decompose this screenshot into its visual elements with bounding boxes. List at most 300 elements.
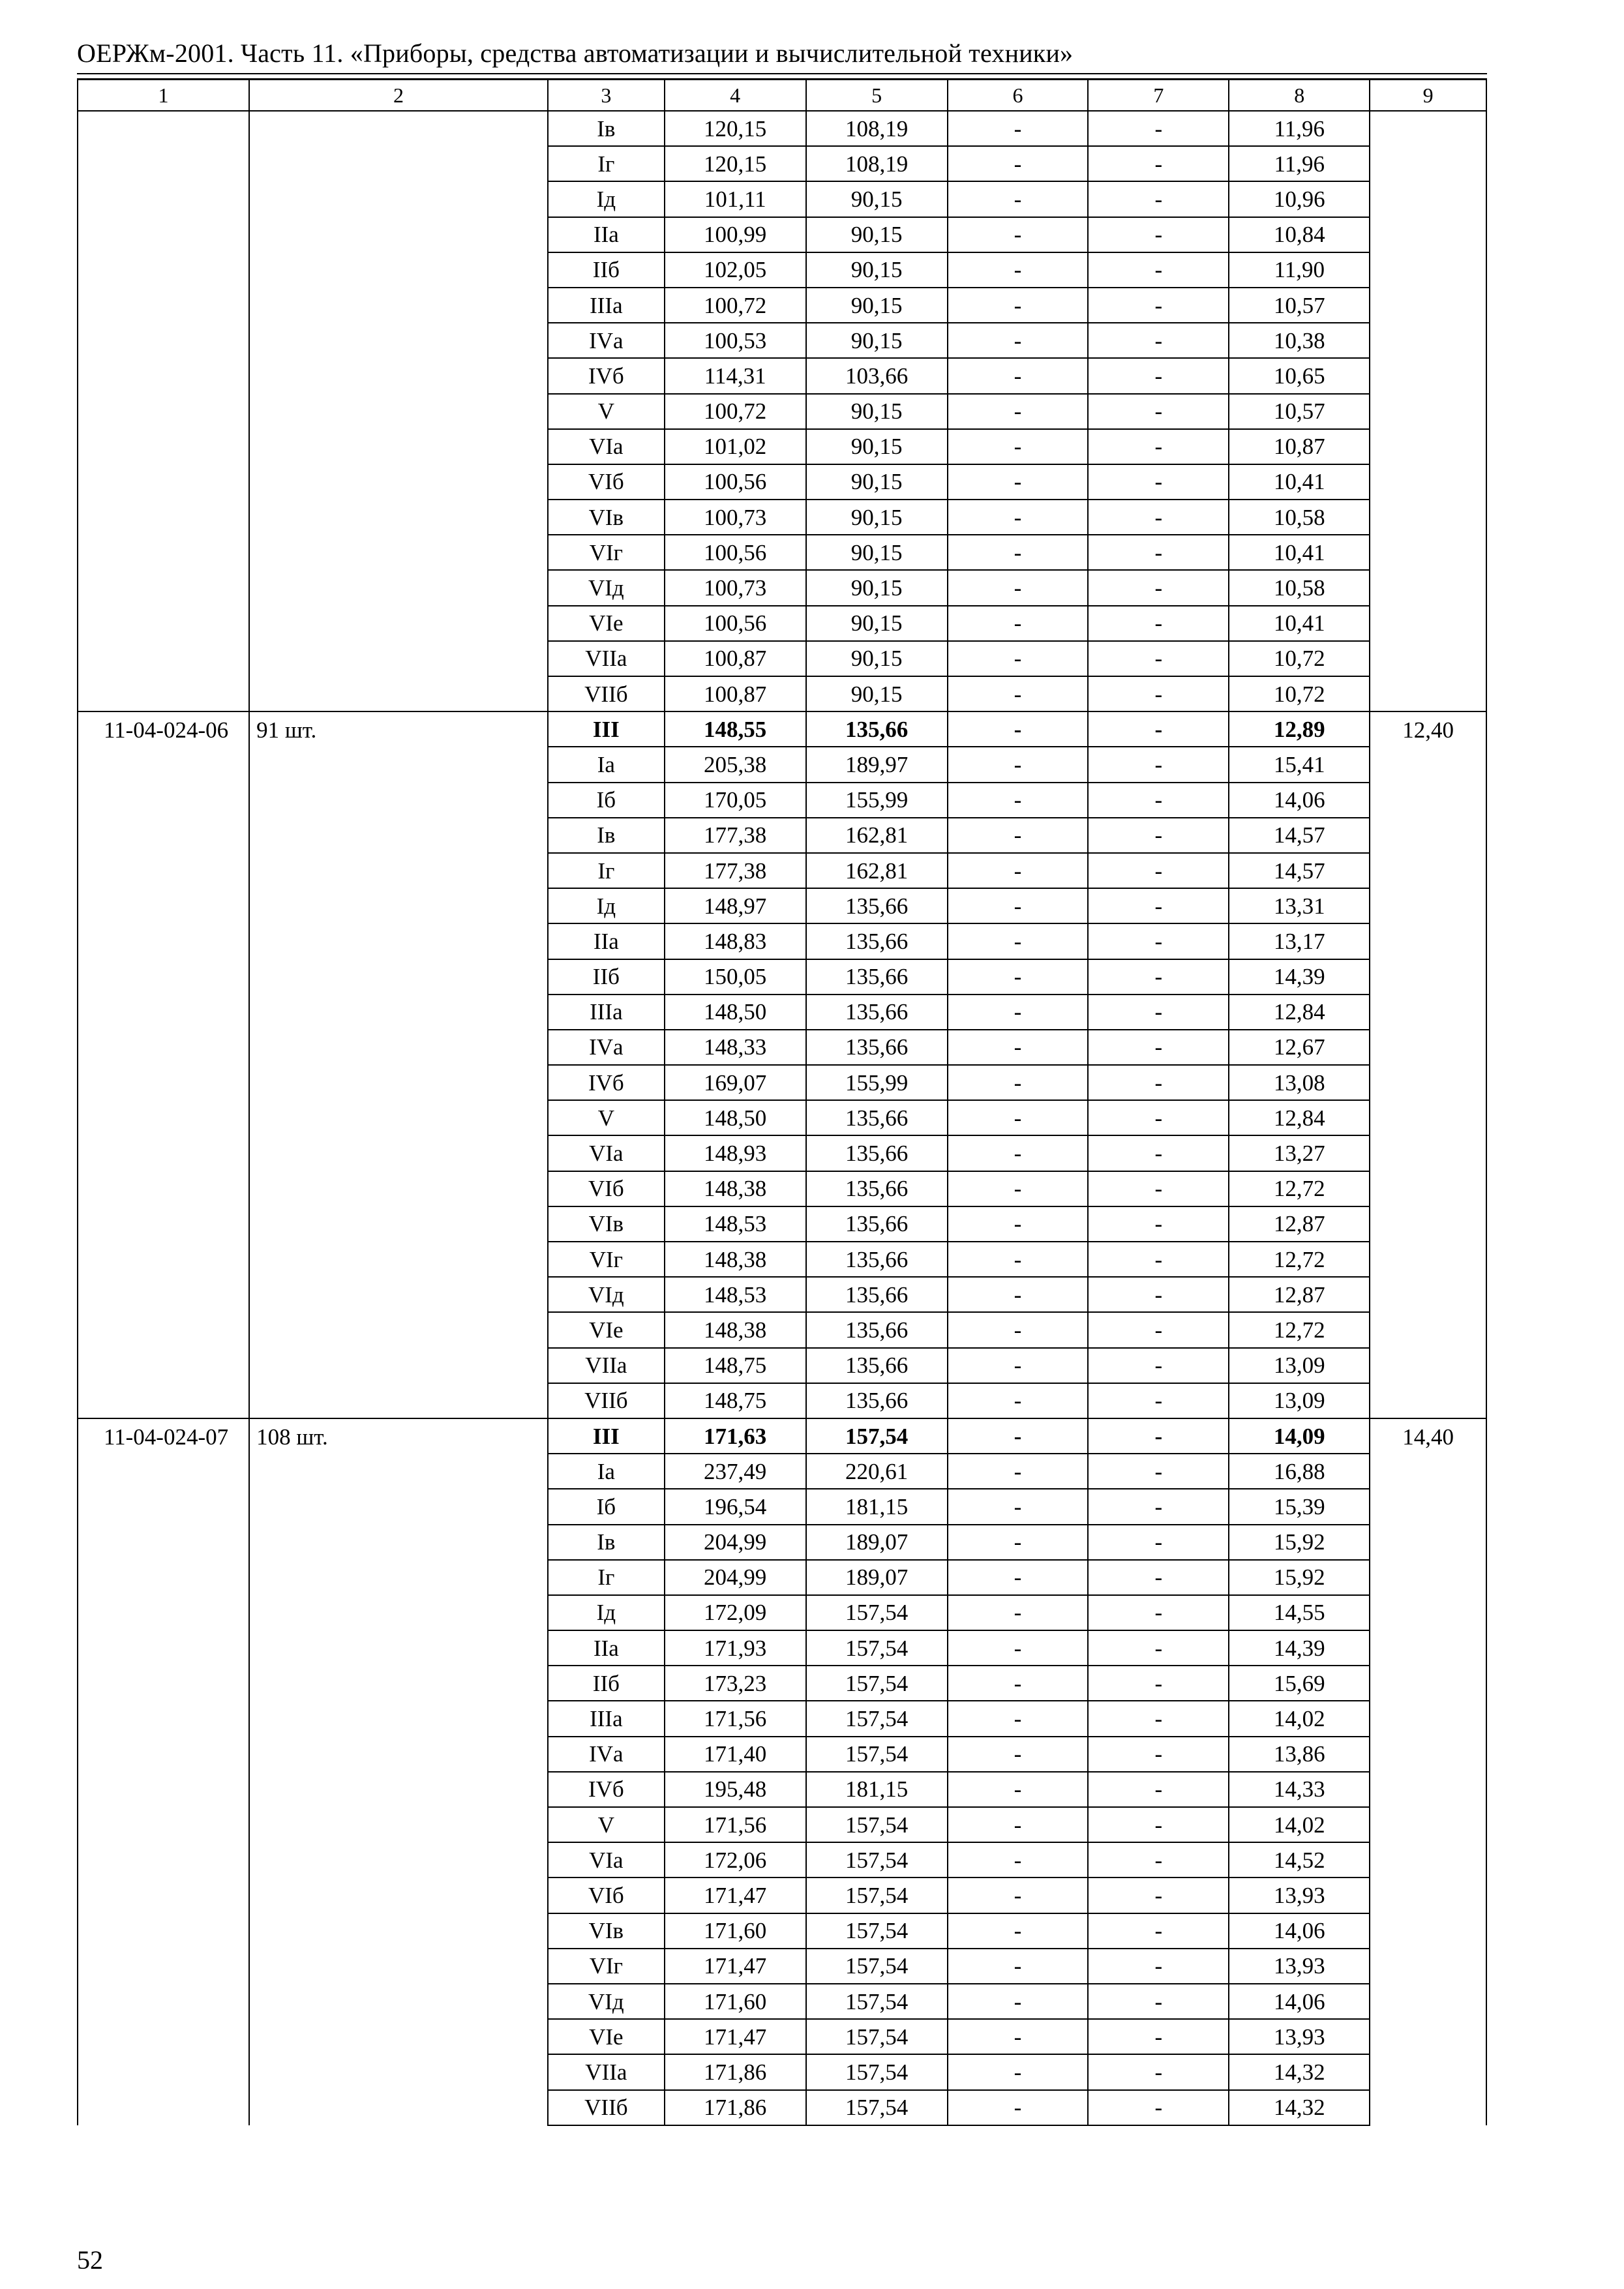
zone-cell: Iд [548, 1595, 665, 1630]
machinist-wage-cell: - [1088, 1206, 1229, 1242]
materials-cell: 14,57 [1229, 818, 1370, 853]
column-number: 1 [78, 80, 249, 112]
total-cost-cell: 204,99 [665, 1560, 806, 1595]
total-cost-cell: 148,75 [665, 1348, 806, 1383]
wage-cell: 181,15 [806, 1772, 948, 1807]
machine-cost-cell: - [948, 1913, 1089, 1949]
zone-cell: Iа [548, 747, 665, 782]
total-cost-cell: 114,31 [665, 358, 806, 393]
machine-cost-cell: - [948, 1454, 1089, 1489]
materials-cell: 14,39 [1229, 1630, 1370, 1666]
total-cost-cell: 172,06 [665, 1842, 806, 1878]
code-cell: 11-04-024-06 [78, 711, 249, 1418]
wage-cell: 157,54 [806, 1807, 948, 1842]
machine-cost-cell: - [948, 358, 1089, 393]
zone-cell: IVб [548, 358, 665, 393]
machine-cost-cell: - [948, 1525, 1089, 1560]
wage-cell: 135,66 [806, 711, 948, 747]
wage-cell: 157,54 [806, 1913, 948, 1949]
wage-cell: 90,15 [806, 181, 948, 217]
table-row [78, 1418, 1486, 1454]
materials-cell: 10,72 [1229, 641, 1370, 676]
column-number: 9 [1370, 80, 1486, 112]
machinist-wage-cell: - [1088, 853, 1229, 888]
total-cost-cell: 204,99 [665, 1525, 806, 1560]
machinist-wage-cell: - [1088, 1135, 1229, 1171]
machinist-wage-cell: - [1088, 535, 1229, 570]
machinist-wage-cell: - [1088, 711, 1229, 747]
machinist-wage-cell: - [1088, 288, 1229, 323]
machinist-wage-cell: - [1088, 783, 1229, 818]
total-cost-cell: 100,56 [665, 606, 806, 641]
materials-cell: 15,41 [1229, 747, 1370, 782]
machine-cost-cell: - [948, 1772, 1089, 1807]
zone-cell: VIв [548, 1206, 665, 1242]
zone-cell: VIг [548, 535, 665, 570]
materials-cell: 15,39 [1229, 1489, 1370, 1524]
materials-cell: 14,33 [1229, 1772, 1370, 1807]
zone-cell: Iг [548, 146, 665, 181]
total-cost-cell: 196,54 [665, 1489, 806, 1524]
wage-cell: 189,07 [806, 1560, 948, 1595]
materials-cell: 10,41 [1229, 535, 1370, 570]
machinist-wage-cell: - [1088, 606, 1229, 641]
wage-cell: 135,66 [806, 923, 948, 959]
total-cost-cell: 100,73 [665, 570, 806, 605]
total-cost-cell: 171,60 [665, 1984, 806, 2019]
machinist-wage-cell: - [1088, 252, 1229, 288]
machinist-wage-cell: - [1088, 1065, 1229, 1100]
wage-cell: 157,54 [806, 2090, 948, 2125]
total-cost-cell: 101,11 [665, 181, 806, 217]
machinist-wage-cell: - [1088, 1030, 1229, 1065]
wage-cell: 135,66 [806, 1383, 948, 1418]
wage-cell: 90,15 [806, 394, 948, 429]
zone-cell: IVб [548, 1065, 665, 1100]
materials-cell: 14,52 [1229, 1842, 1370, 1878]
total-cost-cell: 150,05 [665, 959, 806, 995]
materials-cell: 10,41 [1229, 464, 1370, 500]
wage-cell: 220,61 [806, 1454, 948, 1489]
machinist-wage-cell: - [1088, 1666, 1229, 1701]
machine-cost-cell: - [948, 923, 1089, 959]
unit-cell [249, 111, 548, 711]
materials-cell: 11,96 [1229, 111, 1370, 146]
machinist-wage-cell: - [1088, 1348, 1229, 1383]
machinist-wage-cell: - [1088, 1630, 1229, 1666]
zone-cell: Iв [548, 1525, 665, 1560]
total-cost-cell: 171,60 [665, 1913, 806, 1949]
zone-cell: Iг [548, 853, 665, 888]
wage-cell: 189,07 [806, 1525, 948, 1560]
zone-cell: VIе [548, 606, 665, 641]
wage-cell: 135,66 [806, 1312, 948, 1347]
materials-cell: 10,87 [1229, 429, 1370, 464]
machine-cost-cell: - [948, 1595, 1089, 1630]
zone-cell: VIе [548, 1312, 665, 1347]
machinist-wage-cell: - [1088, 1100, 1229, 1135]
machinist-wage-cell: - [1088, 570, 1229, 605]
column-number: 5 [806, 80, 948, 112]
machinist-wage-cell: - [1088, 959, 1229, 995]
machine-cost-cell: - [948, 1949, 1089, 1984]
zone-cell: V [548, 1807, 665, 1842]
machine-cost-cell: - [948, 606, 1089, 641]
total-cost-cell: 100,53 [665, 323, 806, 358]
machine-cost-cell: - [948, 1701, 1089, 1736]
machine-cost-cell: - [948, 2054, 1089, 2089]
machine-cost-cell: - [948, 1312, 1089, 1347]
materials-cell: 13,31 [1229, 888, 1370, 923]
total-cost-cell: 148,75 [665, 1383, 806, 1418]
total-cost-cell: 177,38 [665, 853, 806, 888]
wage-cell: 108,19 [806, 146, 948, 181]
total-cost-cell: 100,56 [665, 535, 806, 570]
machine-cost-cell: - [948, 1242, 1089, 1277]
wage-cell: 135,66 [806, 1171, 948, 1206]
wage-cell: 157,54 [806, 1595, 948, 1630]
wage-cell: 157,54 [806, 2019, 948, 2054]
materials-cell: 14,02 [1229, 1807, 1370, 1842]
header-rule [77, 73, 1487, 74]
machine-cost-cell: - [948, 535, 1089, 570]
wage-cell: 157,54 [806, 1418, 948, 1454]
zone-cell: VIIа [548, 641, 665, 676]
zone-cell: VIв [548, 1913, 665, 1949]
zone-cell: Iб [548, 1489, 665, 1524]
total-cost-cell: 171,47 [665, 1878, 806, 1913]
materials-cell: 13,86 [1229, 1737, 1370, 1772]
materials-cell: 12,67 [1229, 1030, 1370, 1065]
wage-cell: 108,19 [806, 111, 948, 146]
wage-cell: 90,15 [806, 252, 948, 288]
document-header-title: ОЕРЖм-2001. Часть 11. «Приборы, средства автоматизации и вычислительной техники» [77, 38, 1074, 68]
machine-cost-cell: - [948, 1737, 1089, 1772]
machine-cost-cell: - [948, 1206, 1089, 1242]
column-number: 6 [948, 80, 1089, 112]
wage-cell: 135,66 [806, 1348, 948, 1383]
labor-cost-cell: 14,40 [1370, 1418, 1486, 2125]
machinist-wage-cell: - [1088, 464, 1229, 500]
zone-cell: IIб [548, 252, 665, 288]
wage-cell: 135,66 [806, 888, 948, 923]
total-cost-cell: 171,86 [665, 2054, 806, 2089]
machine-cost-cell: - [948, 1630, 1089, 1666]
materials-cell: 14,09 [1229, 1418, 1370, 1454]
materials-cell: 12,72 [1229, 1242, 1370, 1277]
machine-cost-cell: - [948, 711, 1089, 747]
total-cost-cell: 148,33 [665, 1030, 806, 1065]
machinist-wage-cell: - [1088, 923, 1229, 959]
machinist-wage-cell: - [1088, 1807, 1229, 1842]
machinist-wage-cell: - [1088, 1560, 1229, 1595]
wage-cell: 157,54 [806, 1701, 948, 1736]
wage-cell: 157,54 [806, 1737, 948, 1772]
zone-cell: VIа [548, 1135, 665, 1171]
total-cost-cell: 177,38 [665, 818, 806, 853]
wage-cell: 90,15 [806, 429, 948, 464]
machinist-wage-cell: - [1088, 500, 1229, 535]
machine-cost-cell: - [948, 1348, 1089, 1383]
machine-cost-cell: - [948, 1984, 1089, 2019]
materials-cell: 12,84 [1229, 995, 1370, 1030]
materials-cell: 14,32 [1229, 2054, 1370, 2089]
machine-cost-cell: - [948, 1135, 1089, 1171]
wage-cell: 90,15 [806, 641, 948, 676]
materials-cell: 12,72 [1229, 1312, 1370, 1347]
materials-cell: 13,93 [1229, 1878, 1370, 1913]
materials-cell: 13,17 [1229, 923, 1370, 959]
machine-cost-cell: - [948, 1277, 1089, 1312]
column-number: 2 [249, 80, 548, 112]
materials-cell: 10,57 [1229, 394, 1370, 429]
zone-cell: VIе [548, 2019, 665, 2054]
table-row [78, 111, 1486, 146]
machinist-wage-cell: - [1088, 1913, 1229, 1949]
machine-cost-cell: - [948, 2090, 1089, 2125]
machinist-wage-cell: - [1088, 747, 1229, 782]
machinist-wage-cell: - [1088, 2090, 1229, 2125]
zone-cell: VIа [548, 1842, 665, 1878]
materials-cell: 14,39 [1229, 959, 1370, 995]
machine-cost-cell: - [948, 500, 1089, 535]
zone-cell: IVа [548, 323, 665, 358]
machinist-wage-cell: - [1088, 429, 1229, 464]
materials-cell: 12,84 [1229, 1100, 1370, 1135]
total-cost-cell: 100,73 [665, 500, 806, 535]
zone-cell: VIд [548, 1277, 665, 1312]
machine-cost-cell: - [948, 288, 1089, 323]
wage-cell: 90,15 [806, 217, 948, 252]
machine-cost-cell: - [948, 1489, 1089, 1524]
machine-cost-cell: - [948, 464, 1089, 500]
zone-cell: VIб [548, 1171, 665, 1206]
machinist-wage-cell: - [1088, 1242, 1229, 1277]
wage-cell: 90,15 [806, 500, 948, 535]
rates-table [77, 78, 1487, 2126]
code-cell: 11-04-024-07 [78, 1418, 249, 2125]
machinist-wage-cell: - [1088, 1595, 1229, 1630]
total-cost-cell: 100,87 [665, 641, 806, 676]
zone-cell: IIIа [548, 288, 665, 323]
total-cost-cell: 120,15 [665, 146, 806, 181]
zone-cell: VIг [548, 1242, 665, 1277]
wage-cell: 90,15 [806, 676, 948, 711]
machine-cost-cell: - [948, 1842, 1089, 1878]
machine-cost-cell: - [948, 641, 1089, 676]
machine-cost-cell: - [948, 783, 1089, 818]
wage-cell: 189,97 [806, 747, 948, 782]
total-cost-cell: 100,87 [665, 676, 806, 711]
machine-cost-cell: - [948, 1065, 1089, 1100]
wage-cell: 157,54 [806, 1984, 948, 2019]
table-body [78, 80, 1486, 2125]
machine-cost-cell: - [948, 1171, 1089, 1206]
zone-cell: VIIб [548, 676, 665, 711]
machinist-wage-cell: - [1088, 181, 1229, 217]
zone-cell: VIа [548, 429, 665, 464]
wage-cell: 157,54 [806, 1842, 948, 1878]
zone-cell: VIг [548, 1949, 665, 1984]
materials-cell: 13,93 [1229, 1949, 1370, 1984]
machinist-wage-cell: - [1088, 1984, 1229, 2019]
zone-cell: Iв [548, 818, 665, 853]
materials-cell: 13,93 [1229, 2019, 1370, 2054]
zone-cell: IIIа [548, 995, 665, 1030]
machine-cost-cell: - [948, 747, 1089, 782]
total-cost-cell: 148,83 [665, 923, 806, 959]
machine-cost-cell: - [948, 995, 1089, 1030]
total-cost-cell: 100,56 [665, 464, 806, 500]
machinist-wage-cell: - [1088, 358, 1229, 393]
zone-cell: Iд [548, 181, 665, 217]
wage-cell: 90,15 [806, 288, 948, 323]
total-cost-cell: 148,53 [665, 1206, 806, 1242]
zone-cell: IVа [548, 1737, 665, 1772]
total-cost-cell: 205,38 [665, 747, 806, 782]
zone-cell: VIIа [548, 1348, 665, 1383]
machinist-wage-cell: - [1088, 1171, 1229, 1206]
zone-cell: IIа [548, 217, 665, 252]
total-cost-cell: 173,23 [665, 1666, 806, 1701]
machinist-wage-cell: - [1088, 1949, 1229, 1984]
materials-cell: 10,84 [1229, 217, 1370, 252]
unit-cell: 91 шт. [249, 711, 548, 1418]
column-number: 7 [1088, 80, 1229, 112]
machinist-wage-cell: - [1088, 323, 1229, 358]
total-cost-cell: 102,05 [665, 252, 806, 288]
materials-cell: 14,06 [1229, 1984, 1370, 2019]
zone-cell: Iа [548, 1454, 665, 1489]
machine-cost-cell: - [948, 2019, 1089, 2054]
materials-cell: 10,38 [1229, 323, 1370, 358]
machinist-wage-cell: - [1088, 1312, 1229, 1347]
zone-cell: Iд [548, 888, 665, 923]
column-number: 3 [548, 80, 665, 112]
materials-cell: 14,32 [1229, 2090, 1370, 2125]
zone-cell: IVа [548, 1030, 665, 1065]
unit-cell: 108 шт. [249, 1418, 548, 2125]
machinist-wage-cell: - [1088, 1842, 1229, 1878]
materials-cell: 13,27 [1229, 1135, 1370, 1171]
wage-cell: 90,15 [806, 323, 948, 358]
zone-cell: V [548, 394, 665, 429]
total-cost-cell: 237,49 [665, 1454, 806, 1489]
labor-cost-cell [1370, 111, 1486, 711]
total-cost-cell: 120,15 [665, 111, 806, 146]
total-cost-cell: 171,56 [665, 1701, 806, 1736]
zone-cell: IIб [548, 959, 665, 995]
total-cost-cell: 148,53 [665, 1277, 806, 1312]
machinist-wage-cell: - [1088, 2019, 1229, 2054]
labor-cost-cell: 12,40 [1370, 711, 1486, 1418]
wage-cell: 155,99 [806, 783, 948, 818]
materials-cell: 10,58 [1229, 570, 1370, 605]
total-cost-cell: 171,93 [665, 1630, 806, 1666]
zone-cell: IIа [548, 1630, 665, 1666]
wage-cell: 135,66 [806, 1030, 948, 1065]
machinist-wage-cell: - [1088, 1454, 1229, 1489]
machinist-wage-cell: - [1088, 1525, 1229, 1560]
wage-cell: 155,99 [806, 1065, 948, 1100]
wage-cell: 162,81 [806, 853, 948, 888]
materials-cell: 11,90 [1229, 252, 1370, 288]
materials-cell: 13,09 [1229, 1383, 1370, 1418]
total-cost-cell: 148,93 [665, 1135, 806, 1171]
column-number: 8 [1229, 80, 1370, 112]
materials-cell: 14,55 [1229, 1595, 1370, 1630]
total-cost-cell: 171,47 [665, 2019, 806, 2054]
materials-cell: 14,02 [1229, 1701, 1370, 1736]
machine-cost-cell: - [948, 570, 1089, 605]
machine-cost-cell: - [948, 1418, 1089, 1454]
machinist-wage-cell: - [1088, 888, 1229, 923]
machine-cost-cell: - [948, 146, 1089, 181]
machinist-wage-cell: - [1088, 2054, 1229, 2089]
materials-cell: 14,57 [1229, 853, 1370, 888]
wage-cell: 135,66 [806, 1277, 948, 1312]
zone-cell: VIв [548, 500, 665, 535]
zone-cell: VIб [548, 1878, 665, 1913]
machine-cost-cell: - [948, 853, 1089, 888]
machinist-wage-cell: - [1088, 1277, 1229, 1312]
total-cost-cell: 148,50 [665, 1100, 806, 1135]
total-cost-cell: 100,72 [665, 288, 806, 323]
materials-cell: 12,89 [1229, 711, 1370, 747]
materials-cell: 15,92 [1229, 1560, 1370, 1595]
column-number: 4 [665, 80, 806, 112]
machine-cost-cell: - [948, 181, 1089, 217]
wage-cell: 135,66 [806, 959, 948, 995]
wage-cell: 157,54 [806, 1878, 948, 1913]
zone-cell: IIIа [548, 1701, 665, 1736]
materials-cell: 10,41 [1229, 606, 1370, 641]
machine-cost-cell: - [948, 1030, 1089, 1065]
machinist-wage-cell: - [1088, 394, 1229, 429]
materials-cell: 14,06 [1229, 783, 1370, 818]
machinist-wage-cell: - [1088, 1418, 1229, 1454]
materials-cell: 13,09 [1229, 1348, 1370, 1383]
wage-cell: 135,66 [806, 1206, 948, 1242]
wage-cell: 103,66 [806, 358, 948, 393]
wage-cell: 135,66 [806, 995, 948, 1030]
materials-cell: 10,65 [1229, 358, 1370, 393]
machine-cost-cell: - [948, 676, 1089, 711]
zone-cell: IVб [548, 1772, 665, 1807]
zone-cell: Iв [548, 111, 665, 146]
zone-cell: VIIа [548, 2054, 665, 2089]
wage-cell: 157,54 [806, 1666, 948, 1701]
materials-cell: 12,72 [1229, 1171, 1370, 1206]
machine-cost-cell: - [948, 1807, 1089, 1842]
machinist-wage-cell: - [1088, 217, 1229, 252]
machinist-wage-cell: - [1088, 1489, 1229, 1524]
zone-cell: III [548, 1418, 665, 1454]
materials-cell: 14,06 [1229, 1913, 1370, 1949]
wage-cell: 135,66 [806, 1100, 948, 1135]
total-cost-cell: 171,56 [665, 1807, 806, 1842]
machine-cost-cell: - [948, 1383, 1089, 1418]
table-row [78, 711, 1486, 747]
zone-cell: V [548, 1100, 665, 1135]
materials-cell: 10,58 [1229, 500, 1370, 535]
wage-cell: 135,66 [806, 1242, 948, 1277]
total-cost-cell: 148,55 [665, 711, 806, 747]
machine-cost-cell: - [948, 1666, 1089, 1701]
total-cost-cell: 148,97 [665, 888, 806, 923]
materials-cell: 10,96 [1229, 181, 1370, 217]
machinist-wage-cell: - [1088, 1878, 1229, 1913]
